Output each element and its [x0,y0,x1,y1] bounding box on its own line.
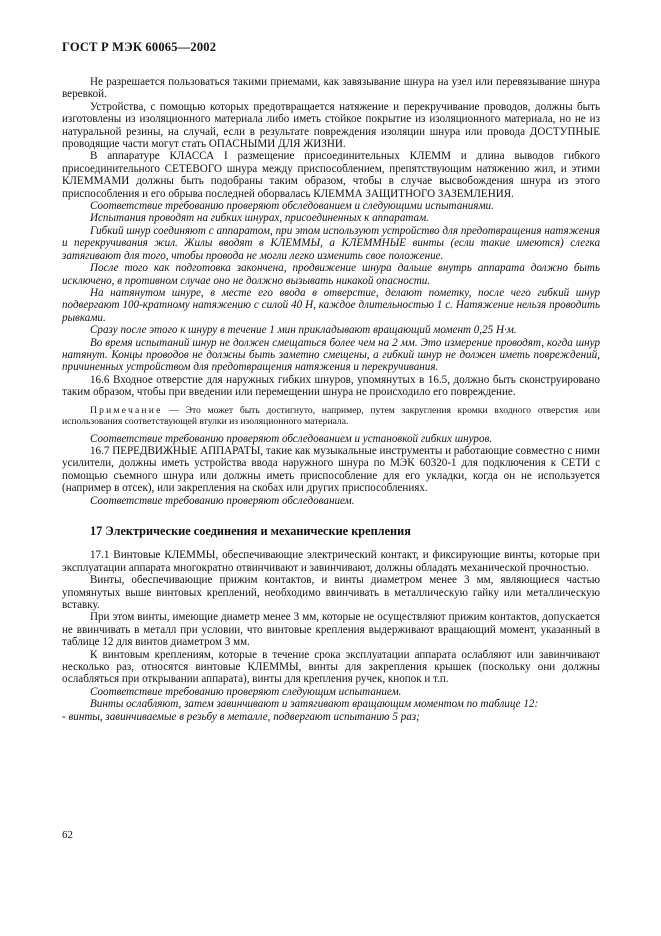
paragraph: Не разрешается пользоваться такими приемами, как завязывание шнура на узел или перевязывание шнура веревкой. [62,76,600,101]
paragraph: Устройства, с помощью которых предотвращается натяжение и перекручивание проводов, должны быть изготовлены из изоляционного материала либо иметь стойкое покрытие из изоляционного материала, но не из натуральной резины, на случай, если в результате повреждения изоляции шнура или провода ДОСТУПНЫЕ проводящие части могут стать ОПАСНЫМИ ДЛЯ ЖИЗНИ. [62,100,600,151]
paragraph: К винтовым креплениям, которые в течение срока эксплуатации аппарата ослабляют или завинчивают несколько раз, относятся винтовые КЛЕММЫ, винты для закрепления крышек (поскольку они должны ослабляться при открывании аппарата), винты для крепления ручек, кнопок и т.п. [62,648,600,686]
paragraph: Испытания проводят на гибких шнурах, присоединенных к аппаратам. [90,212,429,225]
paragraph: 17.1 Винтовые КЛЕММЫ, обеспечивающие электрический контакт, и фиксирующие винты, которые при эксплуатации аппарата многократно отвинчивают и завинчивают, должны обладать механической прочностью. [62,549,600,574]
paragraph: После того как подготовка закончена, продвижение шнура дальше внутрь аппарата должно быть исключено, в противном случае оно не должно вызывать никакой опасности. [62,262,600,287]
paragraph: Винты ослабляют, затем завинчивают и затягивают вращающим моментом по таблице 12: [90,698,539,711]
paragraph: Соответствие требованию проверяют обследованием и следующими испытаниями. [90,200,494,213]
note-text: — Это может быть достигнуто, например, путем закругления кромки входного отверстия или использования соответствующей втулки из изоляционного материала. [62,404,600,428]
paragraph: 16.7 ПЕРЕДВИЖНЫЕ АППАРАТЫ, такие как музыкальные инструменты и работающие совместно с ними усилители, должны иметь устройства ввода наружного шнура по МЭК 60320-1 для подключения к СЕТИ с помощью съемного шнура или должны иметь приспособление для его укладки, когда он не используется (например в отсек), или закрепления на скобах или других приспособлениях. [62,444,600,495]
paragraph: Винты, обеспечивающие прижим контактов, и винты диаметром менее 3 мм, являющиеся частью упомянутых выше винтовых креплений, необходимо ввинчивать в металлическую гайку или металлическую вставку. [62,574,600,612]
paragraph: 16.6 Входное отверстие для наружных гибких шнуров, упомянутых в 16.5, должно быть сконструировано таким образом, чтобы при введении или перемещении шнура не происходило его повреждение. [62,373,600,399]
section-heading: 17 Электрические соединения и механические крепления [90,524,411,538]
paragraph: Соответствие требованию проверяют следующим испытанием. [90,685,402,698]
paragraph: Соответствие требованию проверяют обследованием. [90,494,355,507]
paragraph: Сразу после этого к шнуру в течение 1 мин прикладывают вращающий момент 0,25 Н·м. [90,324,517,337]
paragraph: Соответствие требованию проверяют обследованием и установкой гибких шнуров. [90,432,493,445]
note-paragraph [62,405,600,428]
paragraph: Во время испытаний шнур не должен смещаться более чем на 2 мм. Это измерение проводят, когда шнур натянут. Концы проводов не должны быть заметно смещены, а гибкий шнур не должен иметь повреждений, причиненных устройством для предотвращения натяжения и перекручивания. [62,336,600,374]
paragraph: - винты, завинчиваемые в резьбу в металле, подвергают испытанию 5 раз; [62,710,420,723]
paragraph: При этом винты, имеющие диаметр менее 3 мм, которые не осуществляют прижим контактов, допускается не ввинчивать в металл при условии, что винтовые крепления выдерживают вращающий момент, указанный в таблице 12 для винтов диаметром 3 мм. [62,611,600,649]
paragraph: На натянутом шнуре, в месте его ввода в отверстие, делают пометку, после чего гибкий шнур подвергают 100-кратному натяжению с силой 40 Н, каждое длительностью 1 с. Натяжение нельзя проводить рывками. [62,286,600,324]
document-header: ГОСТ Р МЭК 60065—2002 [62,40,217,54]
page-number: 62 [62,829,73,841]
paragraph: Гибкий шнур соединяют с аппаратом, при этом используют устройство для предотвращения натяжения и перекручивания жил. Жилы вводят в КЛЕММЫ, а КЛЕММНЫЕ винты (если такие имеются) слегка затягивают для того, чтобы провода не могли легко изменить свое положение. [62,224,600,262]
document-body [62,76,600,723]
paragraph: В аппаратуре КЛАССА I размещение присоединительных КЛЕММ и длина выводов гибкого присоединительного СЕТЕВОГО шнура между приспособлением, препятствующим натяжению жил, и этими КЛЕММАМИ должны быть подобраны таким образом, чтобы в случае высвобождения шнура из этого приспособления и его обрыва последней оборвалась КЛЕММА ЗАЩИТНОГО ЗАЗЕМЛЕНИЯ. [62,150,600,200]
note-label: Примечание [90,404,163,416]
